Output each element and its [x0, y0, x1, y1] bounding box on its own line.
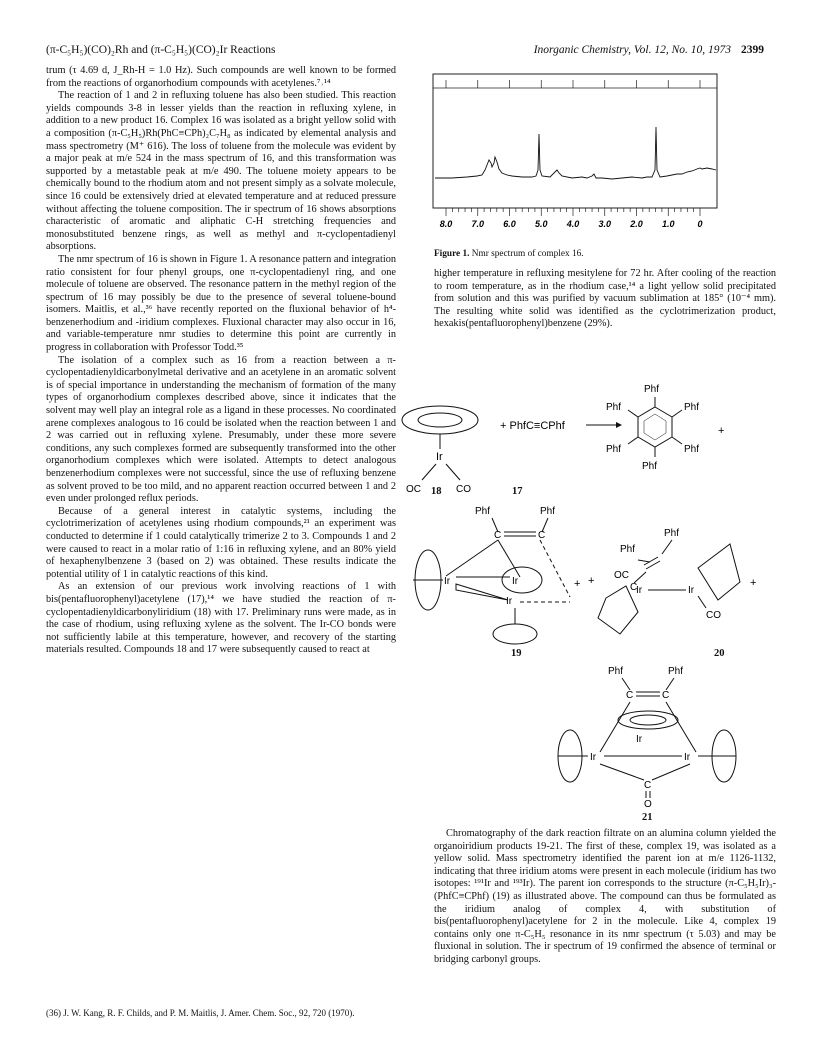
axis-tick-label: 7.0 [471, 219, 485, 229]
axis-tick-label: 0 [697, 219, 703, 229]
svg-text:Ir: Ir [636, 734, 643, 745]
svg-text:Ir: Ir [506, 596, 513, 607]
svg-text:Phf: Phf [684, 444, 700, 455]
reagent-text: + PhfC≡CPhf [500, 420, 565, 432]
left-column [46, 65, 396, 657]
svg-text:OC: OC [614, 570, 629, 581]
svg-text:Phf: Phf [642, 461, 658, 472]
svg-text:OC: OC [406, 484, 421, 495]
top-scale-ticks [446, 80, 700, 88]
paragraph: The isolation of a complex such as 16 from a reaction between a π-cyclopentadienyldicarbonylmetal derivative and an acetylene in an aromatic solvent is of special importance in understanding the mechanism of formation of the many types of organorhodium complexes described above, since it indicates that the solvent may well play an integral role as a ligand in these processes. No coordinated arene complexes analogous to 16 could be isolated when the reaction between 1 and 2 was carried out in refluxing xylene. Presumably, under these more severe conditions, any such complexes formed are subsequently transformed into the other organorhodium complexes which were isolated. Attempts to detect analogous benzenerhodium complexes were not successful, since the use of refluxing benzene as solvent proved to be too mild, and no apparent reaction occurred between 1 and 2 even under prolonged reflux periods. [46, 354, 396, 505]
caption-label: Figure 1. [434, 249, 470, 259]
hexakis-benzene-structure [606, 384, 724, 472]
right-column-bottom [434, 828, 776, 967]
svg-text:C: C [662, 690, 670, 701]
svg-text:Phf: Phf [668, 666, 684, 677]
compound-20-structure [588, 528, 756, 634]
right-column-top [434, 268, 776, 331]
svg-text:Phf: Phf [644, 384, 660, 395]
compound-21-label: 21 [642, 812, 653, 823]
svg-text:Phf: Phf [608, 666, 624, 677]
axis-tick-label: 4.0 [566, 219, 580, 229]
svg-text:Phf: Phf [606, 444, 622, 455]
compound-17-label: 17 [512, 486, 523, 497]
paragraph: Chromatography of the dark reaction filtrate on an alumina column yielded the organoiridium products 19-21. The first of these, complex 19, was isolated as a yellow solid. Mass spectrometry identified the parent ion at m/e 1126-1132, indicating that three iridium atoms were present in each molecule (iridium has two isotopes: ¹⁹¹Ir and ¹⁹³Ir). The parent ion corresponds to the structure (π-C₅H₅Ir)₃-(PhfC≡CPhf) (19) as illustrated above. The compound can thus be formulated as the iridium analog of complex 4, with substitution of bis(pentafluorophenyl)acetylene for 2 in the molecule. Like 4, complex 19 contains only one π-C₅H₅ resonance in its nmr spectrum (τ 5.03) and may be fluxional in solution. The ir spectrum of 19 confirmed the absence of terminal or bridging carbonyl groups. [434, 828, 776, 965]
svg-text:C: C [626, 690, 634, 701]
paragraph: Because of a general interest in catalytic systems, including the cyclotrimerization of acetylenes using rhodium compounds,²¹ an experiment was conducted to determine if 1 could catalytically trimerize 2 to 3. Compounds 1 and 2 were caused to react in a molar ratio of 1:16 in refluxing xylene, and an 80% yield of hexaphenylbenzene 3 (based on 2) was obtained. These results indicate the potential utility of 1 in catalytic reactions of this kind. [46, 505, 396, 580]
running-header-left: (π-C₅H₅)(CO)₂Rh and (π-C₅H₅)(CO)₂Ir Reactions [46, 44, 276, 56]
svg-text:C: C [644, 780, 652, 791]
compound-19-label: 19 [511, 648, 522, 659]
axis-tick-label: 5.0 [534, 219, 548, 229]
footnote: (36) J. W. Kang, R. F. Childs, and P. M. Maitlis, J. Amer. Chem. Soc., 92, 720 (1970). [46, 1008, 355, 1018]
page-number: 2399 [741, 44, 764, 56]
svg-text:Phf: Phf [540, 506, 556, 517]
axis-tick-label: 3.0 [598, 219, 612, 229]
axis-tick-label: 2.0 [630, 219, 643, 229]
axis-labels [440, 219, 703, 229]
bottom-scale-ticks [446, 208, 700, 216]
svg-text:Ir: Ir [436, 451, 443, 463]
svg-text:Ir: Ir [512, 576, 519, 587]
svg-text:Ir: Ir [636, 585, 643, 596]
nmr-spectrum-figure [432, 70, 718, 230]
paragraph: As an extension of our previous work involving reactions of 1 with bis(pentafluorophenyl)acetylene (17),¹⁴ we have studied the reaction of π-cyclopentadienyldicarbonyliridium (18) with 17. Preliminary runs were made, as in the case of rhodium, using refluxing xylene as the solvent. The Ir-CO bonds were not sufficiently labile at this temperature, however, and recovery of the starting materials resulted. Compounds 18 and 17 were subsequently caused to react at [46, 581, 396, 656]
compound-20-label: 20 [714, 648, 725, 659]
axis-tick-label: 8.0 [439, 219, 453, 229]
svg-text:Ir: Ir [684, 752, 691, 763]
svg-text:Ir: Ir [688, 585, 695, 596]
svg-text:O: O [644, 799, 652, 810]
compound-18-label: 18 [431, 486, 442, 497]
svg-text:+: + [574, 578, 581, 590]
compound-19-structure [413, 506, 580, 644]
compound-18-structure [402, 406, 478, 495]
reaction-scheme [400, 372, 800, 826]
svg-text:Phf: Phf [684, 402, 700, 413]
spectrum-trace [435, 127, 716, 179]
svg-text:C: C [538, 530, 546, 541]
svg-text:Phf: Phf [620, 544, 636, 555]
paragraph: The nmr spectrum of 16 is shown in Figure 1. A resonance pattern and integration ratio consistent for four phenyl groups, one π-cyclopentadienyl ring, and one molecule of toluene are observed. The resonance pattern in the methyl region of the spectrum of 16 may possibly be due to the presence of several toluene-bound isomers. Maitlis, et al.,³⁶ have recently reported on the fluxional behavior of h⁴-benzenerhodium and -iridium complexes. Fluxional character may also occur in 16, and variable-temperature nmr studies to determine this point are currently in progress in collaboration with Professor Todd.³⁵ [46, 253, 396, 354]
axis-tick-label: 6.0 [503, 219, 516, 229]
svg-text:CO: CO [456, 484, 471, 495]
journal-citation: Inorganic Chemistry, Vol. 12, No. 10, 1973 [533, 44, 731, 56]
svg-text:Ir: Ir [444, 576, 451, 587]
svg-text:Phf: Phf [664, 528, 680, 539]
svg-text:Phf: Phf [606, 402, 622, 413]
compound-21-structure [558, 666, 736, 810]
svg-text:Phf: Phf [475, 506, 491, 517]
svg-text:Ir: Ir [590, 752, 597, 763]
svg-text:+: + [718, 425, 725, 437]
paragraph: trum (τ 4.69 d, J_Rh-H = 1.0 Hz). Such compounds are well known to be formed from the reactions of organorhodium compounds with acetylenes.⁷˒¹⁴ [46, 65, 396, 89]
svg-text:+: + [588, 575, 595, 587]
svg-text:CO: CO [706, 610, 721, 621]
paragraph: The reaction of 1 and 2 in refluxing toluene has also been studied. This reaction yields compounds 3-8 in lesser yields than the reaction in refluxing xylene, in addition to a new product 16. Complex 16 was isolated as a bright yellow solid with a composition (π-C₅H₅)Rh(PhC≡CPh)₂C₇H₈ as indicated by elemental analysis and mass spectrometry (M⁺ 616). The loss of toluene from the molecule was evident by a major peak at m/e 524 in the mass spectrum of 16, and this transformation was supported by a metastable peak at m/e 490. The toluene moiety appears to be chemically bound to the rhodium atom and not present simply as a solvate molecule, since 16 could be extensively dried at elevated temperature and at reduced pressure without affecting the toluene composition. The ir spectrum of 16 shows absorptions characteristic of aromatic and aliphatic C-H stretching frequencies and monosubstituted benzene rings, as well as methyl and π-cyclopentadienyl absorptions. [46, 90, 396, 253]
caption-text: Nmr spectrum of complex 16. [471, 249, 584, 259]
svg-text:C: C [494, 530, 502, 541]
paragraph: higher temperature in refluxing mesitylene for 72 hr. After cooling of the reaction to room temperature, as in the rhodium case,¹⁴ a light yellow solid precipitated from solution and this was purified by vacuum sublimation at 185° (10⁻⁴ mm). The resulting white solid was identified as the cyclotrimerization product, hexakis(pentafluorophenyl)benzene (29%). [434, 268, 776, 330]
svg-text:C: C [630, 582, 638, 593]
figure-caption [434, 249, 584, 259]
axis-tick-label: 1.0 [661, 219, 675, 229]
svg-text:+: + [750, 577, 757, 589]
running-header-right [534, 44, 764, 56]
